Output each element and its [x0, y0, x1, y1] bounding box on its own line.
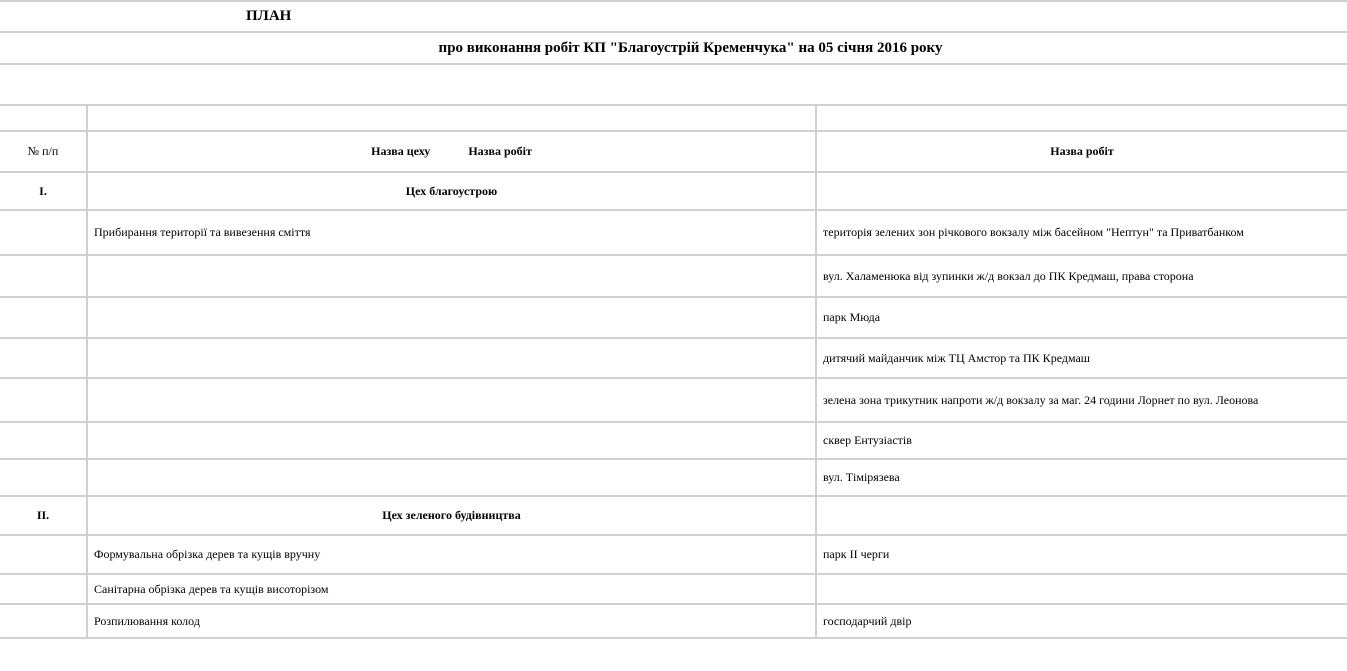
table-row — [0, 255, 1347, 297]
work-name — [87, 378, 816, 422]
spacer-row — [0, 64, 1347, 105]
work-location: вул. Халаменюка від зупинки ж/д вокзал до ПК Кредмаш, права сторона — [816, 255, 1347, 297]
work-location: парк ІІ черги — [816, 535, 1347, 574]
work-location: господарчий двір — [816, 604, 1347, 638]
document-subtitle: про виконання робіт КП "Благоустрій Кременчука" на 05 січня 2016 року — [0, 32, 1347, 64]
work-name — [87, 297, 816, 338]
document-title: ПЛАН — [0, 1, 1347, 32]
table-row — [0, 535, 1347, 574]
work-name: Прибирання території та вивезення сміття — [87, 210, 816, 255]
empty-row — [0, 105, 1347, 131]
section-row — [0, 496, 1347, 535]
work-name — [87, 422, 816, 459]
header-work-right: Назва робіт — [816, 131, 1347, 172]
header-department: Назва цеху — [371, 144, 431, 158]
work-name: Формувальна обрізка дерев та кущів вручну — [87, 535, 816, 574]
section-number: II. — [0, 496, 87, 535]
subtitle-row — [0, 32, 1347, 64]
work-name: Розпилювання колод — [87, 604, 816, 638]
table-row — [0, 459, 1347, 496]
table-row — [0, 338, 1347, 378]
header-number: № п/п — [0, 131, 87, 172]
work-location: територія зелених зон річкового вокзалу між басейном "Нептун" та Приватбанком — [816, 210, 1347, 255]
table-row — [0, 604, 1347, 638]
section-name: Цех благоустрою — [87, 172, 816, 210]
table-row — [0, 378, 1347, 422]
table-row — [0, 297, 1347, 338]
table-row — [0, 574, 1347, 604]
work-location: дитячий майданчик між ТЦ Амстор та ПК Кредмаш — [816, 338, 1347, 378]
work-location: сквер Ентузіастів — [816, 422, 1347, 459]
work-location: вул. Тімірязева — [816, 459, 1347, 496]
work-name — [87, 255, 816, 297]
header-row — [0, 131, 1347, 172]
header-department-cell — [87, 131, 816, 172]
work-name — [87, 459, 816, 496]
section-name: Цех зеленого будівництва — [87, 496, 816, 535]
work-location: зелена зона трикутник напроти ж/д вокзалу за маг. 24 години Лорнет по вул. Леонова — [816, 378, 1347, 422]
work-location: парк Мюда — [816, 297, 1347, 338]
work-location — [816, 574, 1347, 604]
work-name: Санітарна обрізка дерев та кущів висоторізом — [87, 574, 816, 604]
title-row — [0, 1, 1347, 32]
table-row — [0, 210, 1347, 255]
section-row — [0, 172, 1347, 210]
work-name — [87, 338, 816, 378]
section-number: I. — [0, 172, 87, 210]
header-work-left: Назва робіт — [468, 144, 532, 158]
table-row — [0, 422, 1347, 459]
